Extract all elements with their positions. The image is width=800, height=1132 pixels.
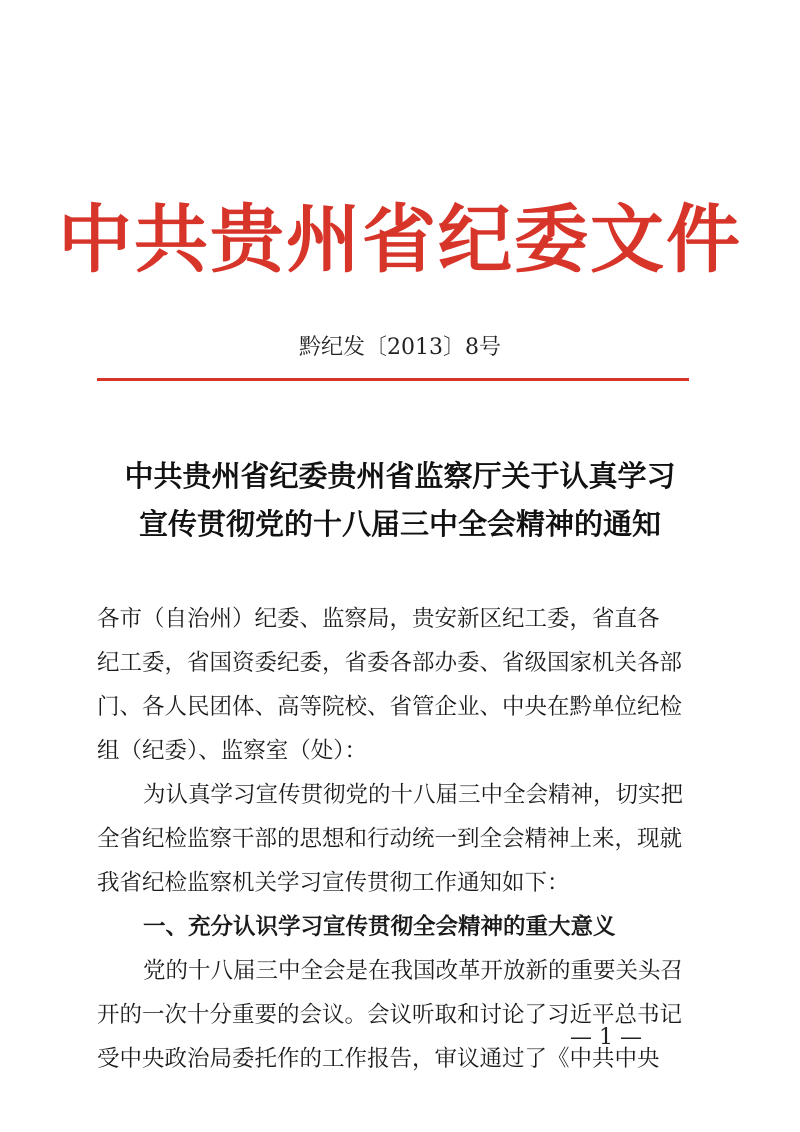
intro-line-3: 我省纪检监察机关学习宣传贯彻工作通知如下： xyxy=(97,870,570,896)
intro-line-1: 为认真学习宣传贯彻党的十八届三中全会精神，切实把 xyxy=(143,782,684,808)
recipients-line-1: 各市（自治州）纪委、监察局，贵安新区纪工委，省直各 xyxy=(97,606,660,632)
notice-title-line-1: 中共贵州省纪委贵州省监察厅关于认真学习 xyxy=(124,459,676,493)
section-1-line-1: 党的十八届三中全会是在我国改革开放新的重要关头召 xyxy=(143,958,684,984)
red-divider-line xyxy=(97,378,689,381)
recipients-line-4: 组（纪委）、监察室（处）： xyxy=(97,738,368,764)
masthead-title: 中共贵州省纪委文件 xyxy=(58,197,742,283)
section-1-line-3: 受中央政治局委托作的工作报告，审议通过了《中共中央 xyxy=(97,1046,660,1072)
notice-title xyxy=(0,452,800,548)
recipients-line-2: 纪工委，省国资委纪委，省委各部办委、省级国家机关各部 xyxy=(97,650,683,676)
document-number: 黔纪发〔2013〕8号 xyxy=(299,335,501,360)
section-1-line-2: 开的一次十分重要的会议。会议听取和讨论了习近平总书记 xyxy=(97,1002,683,1028)
notice-title-line-2: 宣传贯彻党的十八届三中全会精神的通知 xyxy=(138,507,661,541)
recipients-line-3: 门、各人民团体、高等院校、省管企业、中央在黔单位纪检 xyxy=(97,694,683,720)
document-body xyxy=(97,597,697,1081)
page-number: — 1 — xyxy=(570,1025,642,1050)
section-1-heading: 一、充分认识学习宣传贯彻全会精神的重大意义 xyxy=(143,914,616,940)
intro-line-2: 全省纪检监察干部的思想和行动统一到全会精神上来，现就 xyxy=(97,826,683,852)
